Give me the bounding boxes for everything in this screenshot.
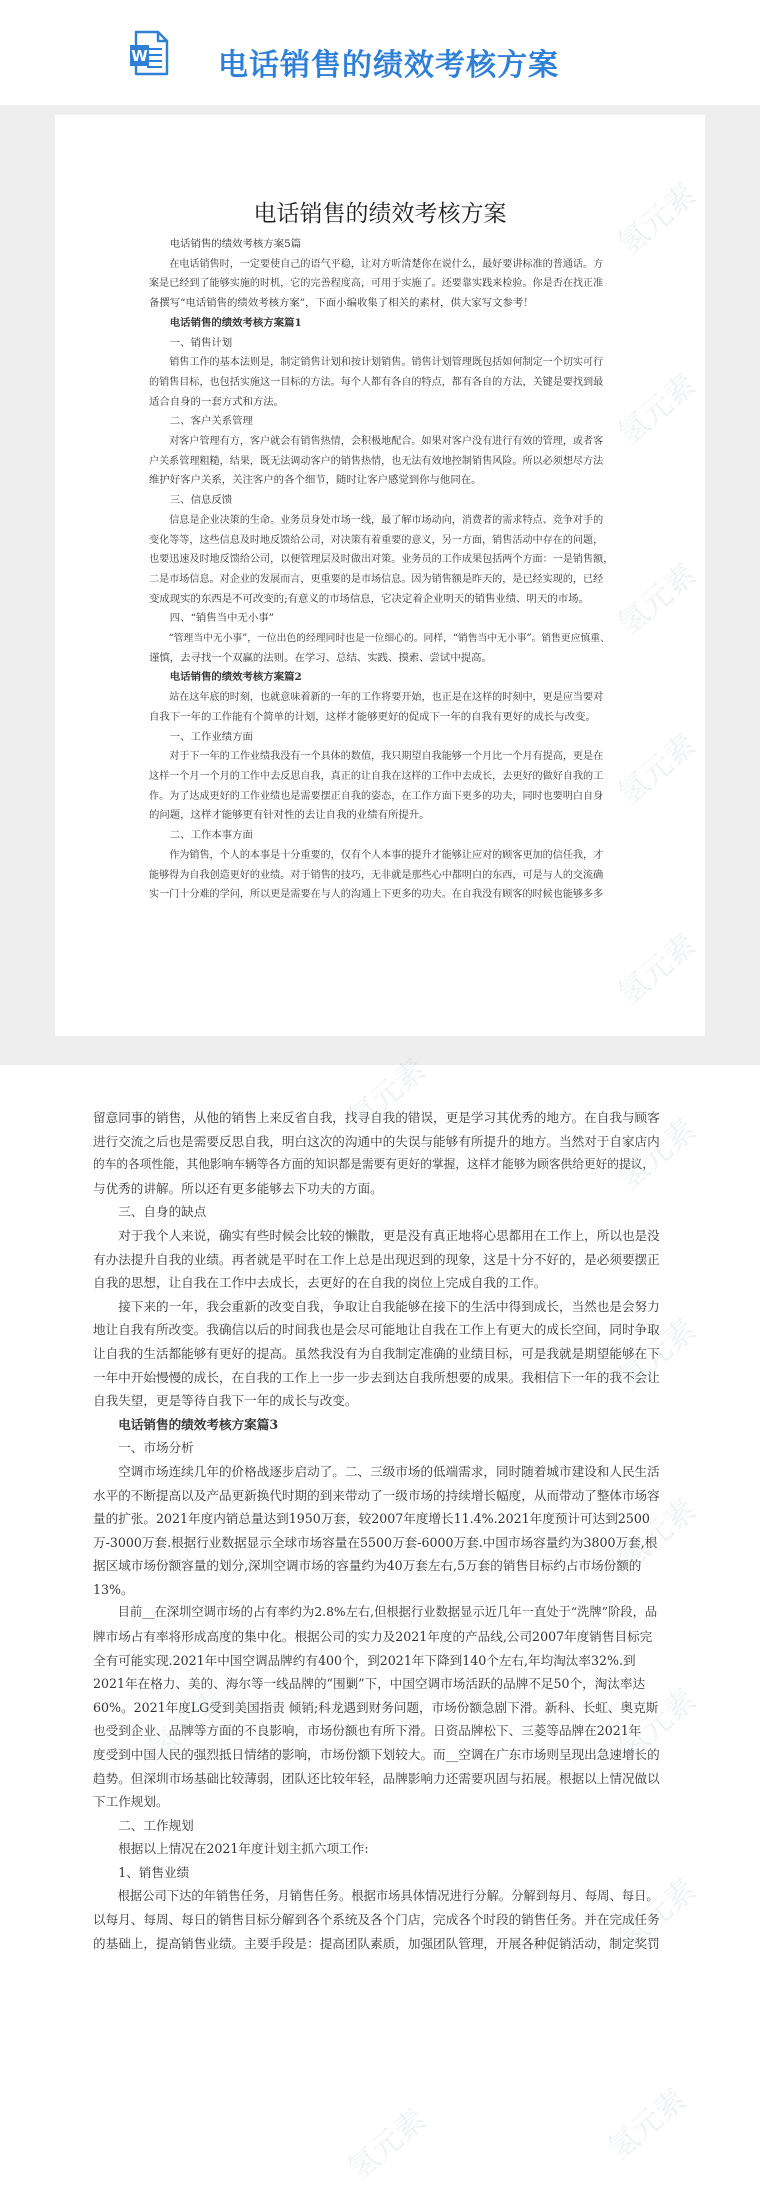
text-line: 二、客户关系管理	[169, 415, 253, 428]
document-page-1	[55, 115, 705, 1036]
watermark: 氢元素	[601, 2082, 693, 2168]
watermark: 氢元素	[611, 1492, 703, 1578]
watermark: 氢元素	[611, 1312, 703, 1398]
text-line: 自我的思想，让自我在工作中去成长，去更好的在自我的岗位上完成自我的工作。	[93, 1275, 547, 1291]
text-line: “管理当中无小事”，一位出色的经理同时也是一位细心的。同样，“销售当中无小事”。销售更应慎重、	[168, 633, 610, 645]
text-line: 备撰写“电话销售的绩效考核方案”，下面小编收集了相关的素材，供大家写文参考！	[149, 297, 534, 310]
text-line: 接下来的一年，我会重新的改变自我，争取让自我能够在接下的生活中得到成长，当然也是会努力	[118, 1298, 660, 1314]
text-line: 作为销售，个人的本事是十分重要的，仅有个人本事的提升才能够让应对的顾客更加的信任我，才	[169, 849, 604, 861]
text-line: 1、销售业绩	[118, 1865, 190, 1880]
section-heading: 电话销售的绩效考核方案篇1	[169, 316, 302, 329]
text-line: 留意同事的销售，从他的销售上来反省自我，找寻自我的错误，更是学习其优秀的地方。在自我与顾客	[93, 1110, 660, 1125]
text-line: 13%。	[93, 1581, 134, 1597]
text-line: 对于下一年的工作业绩我没有一个具体的数值，我只期望自我能够一个月比一个月有提高，更是在	[169, 751, 604, 763]
text-line: 空调市场连续几年的价格战逐步启动了。二、三级市场的低端需求，同时随着城市建设和人民生活	[118, 1463, 660, 1479]
watermark: 氢元素	[611, 1872, 703, 1958]
text-line: 能够得为自我创造更好的业绩。对于销售的技巧，无非就是那些心中都明白的东西，可是与人的交流确	[149, 869, 604, 881]
text-line: 一、工作业绩方面	[169, 730, 253, 743]
text-line: 户关系管理粗糙，结果，既无法调动客户的销售热情，也无法有效地控制销售风险。所以必须想尽方法	[149, 455, 604, 467]
text-line: 在电话销售时，一定要使自己的语气平稳，让对方听清楚你在说什么，最好要讲标准的普通话。方	[169, 258, 604, 270]
watermark: 氢元素	[341, 2102, 433, 2188]
section-heading: 电话销售的绩效考核方案篇3	[118, 1416, 279, 1432]
text-line: 对于我个人来说，确实有些时候会比较的懒散，更是没有真正地将心思都用在工作上，所以也是没	[118, 1227, 660, 1243]
text-line: 销售工作的基本法则是，制定销售计划和按计划销售。销售计划管理既包括如何制定一个切实可行	[169, 357, 604, 369]
text-line: 的销售目标，也包括实施这一目标的方法。每个人都有各自的特点，都有各自的方法，关键是要找到最	[149, 376, 604, 388]
text-line: 水平的不断提高以及产品更新换代时期的到来带动了一级市场的持续增长幅度，从而带动了整体市场容	[93, 1487, 660, 1503]
text-line: 的问题，这样才能够更有针对性的去让自我的业绩有所提升。	[149, 809, 430, 822]
page-1-body	[149, 235, 613, 905]
text-line: 的基础上，提高销售业绩。主要手段是：提高团队素质，加强团队管理，开展各种促销活动，制定奖罚	[93, 1935, 660, 1951]
text-line: 电话销售的绩效考核方案5篇	[169, 238, 302, 250]
text-line: 作。为了达成更好的工作业绩也是需要摆正自我的姿态，在工作方面下更多的功夫，同时也要明白自身	[149, 790, 604, 802]
text-line: 也受到企业、品牌等方面的不良影响，市场份额也有所下滑。日资品牌松下、三菱等品牌在2021年	[93, 1723, 642, 1739]
text-line: 四、“销售当中无小事”	[169, 612, 274, 625]
text-line: 维护好客户关系，关注客户的各个细节，随时让客户感觉到你与他同在。	[149, 474, 482, 487]
text-line: 适合自身的一套方式和方法。	[149, 395, 285, 408]
word-document-icon	[130, 30, 170, 76]
text-line: 实一门十分难的学问，所以更是需要在与人的沟通上下更多的功夫。在自我没有顾客的时候也能够多多	[149, 889, 604, 901]
watermark: 氢元素	[611, 1112, 703, 1198]
text-line: 以每月、每周、每日的销售目标分解到各个系统及各个门店，完成各个时段的销售任务。并在完成任务	[93, 1912, 660, 1928]
text-line: 二、工作规划	[118, 1817, 194, 1833]
text-line: 据区域市场份额容量的划分,深圳空调市场的容量约为40万套左右,5万套的销售目标约占市场份额的	[93, 1558, 642, 1574]
text-line: 二、工作本事方面	[169, 829, 253, 842]
text-line: 万-3000万套.根据行业数据显示全球市场容量在5500万套-6000万套.中国市场容量约为3800万套,根	[93, 1534, 658, 1550]
word-letter: W	[131, 47, 148, 65]
text-line: 下工作规划。	[93, 1794, 169, 1810]
text-line: 目前__在深圳空调市场的占有率约为2.8%左右,但根据行业数据显示近几年一直处于“洗牌”阶段，品	[117, 1605, 658, 1620]
text-line: 60%。2021年度LG受到美国指责 倾销;科龙遇到财务问题，市场份额急剧下滑。新科、长虹、奥克斯	[93, 1699, 659, 1715]
text-line: 牌市场占有率将形成高度的集中化。根据公司的实力及2021年度的产品线,公司2007年度销售目标完	[93, 1629, 653, 1645]
text-line: 自我失望，更是等待自我下一年的成长与改变。	[93, 1393, 358, 1409]
text-line: 让自我的生活都能够有更好的提高。虽然我没有为自我制定准确的业绩目标，可是我就是期望能够在下	[93, 1345, 660, 1361]
watermark: 氢元素	[341, 1052, 433, 1138]
text-line: 根据公司下达的年销售任务，月销售任务。根据市场具体情况进行分解。分解到每月、每周、每日。	[117, 1888, 659, 1903]
text-line: 变化等等，这些信息及时地反馈给公司，对决策有着重要的意义，另一方面，销售活动中存在的问题，	[149, 534, 604, 546]
text-line: 2021年在格力、美的、海尔等一线品牌的“围剿”下，中国空调市场活跃的品牌不足50个，淘汰率达	[93, 1676, 646, 1692]
text-line: 谨慎，去寻找一个双赢的法则。在学习、总结、实践、摸索、尝试中提高。	[149, 651, 492, 664]
text-line: 进行交流之后也是需要反思自我，明白这次的沟通中的失误与能够有所提升的地方。当然对于自家店内	[93, 1133, 660, 1149]
page-2-body	[93, 1106, 668, 1955]
banner	[0, 0, 760, 105]
text-line: 趋势。但深圳市场基础比较薄弱，团队还比较年轻，品牌影响力还需要巩固与拓展。根据以上情况做以	[93, 1770, 660, 1786]
text-line: 变成现实的东西是不可改变的;有意义的市场信息，它决定着企业明天的销售业绩、明天的市场。	[149, 592, 589, 605]
text-line: 一、市场分析	[118, 1440, 194, 1456]
text-line: 站在这年底的时刻，也就意味着新的一年的工作将要开始，也正是在这样的时刻中，更是应当要对	[169, 692, 604, 704]
text-line: 自我下一年的工作能有个简单的计划，这样才能够更好的促成下一年的自我有更好的成长与改变。	[149, 710, 596, 723]
text-line: 案是已经到了能够实施的时机，它的完善程度高，可用于实施了。还要靠实践来检验。你是否在找正准	[149, 278, 604, 290]
text-line: 全有可能实现.2021年中国空调品牌约有400个，到2021年下降到140个左右,年均淘汰率32%.到	[93, 1652, 636, 1668]
text-line: 地让自我有所改变。我确信以后的时间我也是会尽可能地让自我在工作上有更大的成长空间，同时争取	[93, 1322, 660, 1338]
text-line: 三、信息反馈	[169, 494, 233, 507]
text-line: 这样一个月一个月的工作中去反思自我，真正的让自我在这样的工作中去成长，去更好的做好自我的工	[149, 770, 604, 782]
text-line: 量的扩张。2021年度内销总量达到1950万套，较2007年度增长11.4%.2021年度预计可达到2500	[93, 1511, 650, 1527]
text-line: 一年中开始慢慢的成长，在自我的工作上一步一步去到达自我所想要的成果。我相信下一年的我不会让	[93, 1369, 660, 1385]
section-heading: 电话销售的绩效考核方案篇2	[169, 671, 302, 684]
text-line: 三、自身的缺点	[118, 1204, 207, 1220]
text-line: 与优秀的讲解。所以还有更多能够去下功夫的方面。	[93, 1180, 383, 1196]
text-line: 对客户管理有方，客户就会有销售热情，会积极地配合。如果对客户没有进行有效的管理，或者客	[169, 436, 604, 448]
text-line: 二是市场信息。对企业的发展而言，更重要的是市场信息。因为销售额是昨天的，是已经实现的，已经	[149, 573, 604, 585]
watermark: 氢元素	[141, 1682, 233, 1768]
text-line: 的车的各项性能，其他影响车辆等各方面的知识都是需要有更好的掌握，这样才能够为顾客供给更好的提议，	[93, 1157, 655, 1172]
text-line: 根据以上情况在2021年度计划主抓六项工作:	[118, 1841, 369, 1857]
watermark: 氢元素	[611, 1682, 703, 1768]
document-title: 电话销售的绩效考核方案	[253, 201, 507, 227]
text-line: 一、销售计划	[169, 336, 233, 349]
text-line: 也要迅速及时地反馈给公司，以便管理层及时做出对策。业务员的工作成果包括两个方面：一是销售额，	[149, 554, 614, 566]
text-line: 有办法提升自我的业绩。再者就是平时在工作上总是出现迟到的现象，这是十分不好的，是必须要摆正	[93, 1251, 660, 1267]
banner-title: 电话销售的绩效考核方案	[218, 48, 559, 83]
text-line: 度受到中国人民的强烈抵日情绪的影响，市场份额下划较大。而__空调在广东市场则呈现出急速增长的	[93, 1747, 660, 1763]
text-line: 信息是企业决策的生命。业务员身处市场一线，最了解市场动向，消费者的需求特点、竞争对手的	[169, 514, 604, 526]
